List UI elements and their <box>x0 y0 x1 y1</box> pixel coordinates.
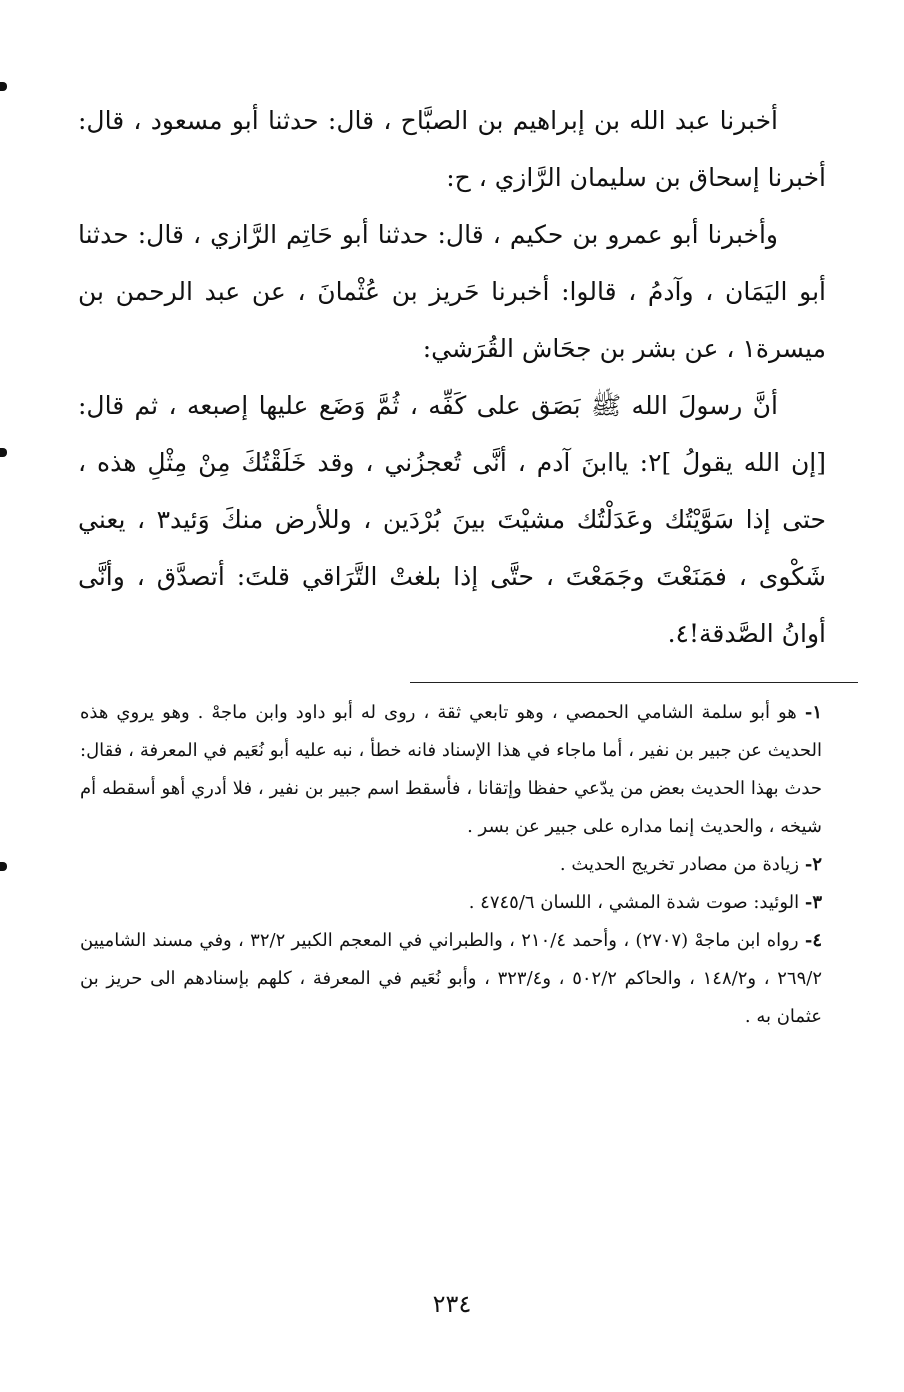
margin-mark <box>0 448 7 457</box>
margin-mark <box>0 862 7 871</box>
footnote-1 <box>80 694 822 846</box>
footnote-number: ١- <box>804 702 822 723</box>
footnote-divider <box>410 682 858 683</box>
page-number: ٢٣٤ <box>432 1290 472 1318</box>
paragraph-hadith: أنَّ رسولَ الله ﷺ بَصَق على كَفِّه ، ثُمَّ وَضَع عليها إصبعه ، ثم قال: [إن الله يقولُ ]٢: ياابنَ آدم ، أنَّى تُعجزُني ، وقد خَلَقْتُكَ مِنْ مِثْلِ هذه ، حتى إذا سَوَّيْتُك وعَدَلْتُك مشيْتَ بينَ بُرْدَين ، وللأرض منكَ وَئيد٣ ، يعني شَكْوى ، فمَنَعْتَ وجَمَعْتَ ، حتَّى إذا بلغتْ التَّرَاقي قلتَ: أتصدَّق ، وأنَّى أوانُ الصَّدقة!٤. <box>78 391 826 648</box>
footnote-text: هو أبو سلمة الشامي الحمصي ، وهو تابعي ثقة ، روى له أبو داود وابن ماجهْ . وهو يروي هذه الحديث عن جبير بن نفير ، أما ماجاء في هذا الإسناد فانه خطأ ، نبه عليه أبو نُعَيم في المعرفة ، فقال: حدث بهذا الحديث بعض من يدّعي حفظا وإتقانا ، فأسقط اسم جبير بن نفير ، فلا أدري أهو أسقطه أم شيخه ، والحديث إنما مداره على جبير عن بسر . <box>80 702 822 837</box>
margin-mark <box>0 82 7 91</box>
footnote-4 <box>80 922 822 1036</box>
footnote-number: ٣- <box>804 892 822 913</box>
footnote-text: رواه ابن ماجهْ (٢٧٠٧) ، وأحمد ٢١٠/٤ ، والطبراني في المعجم الكبير ٣٢/٢ ، وفي مسند الشاميين ٢٦٩/٢ ، و١٤٨/٢ ، والحاكم ٥٠٢/٢ ، و٣٢٣/٤ ، وأبو نُعَيم في المعرفة ، كلهم بإسنادهم الى حريز بن عثمان به . <box>80 930 822 1027</box>
paragraph-isnad-2: وأخبرنا أبو عمرو بن حكيم ، قال: حدثنا أبو حَاتِم الرَّازي ، قال: حدثنا أبو اليَمَان ، وآدمُ ، قالوا: أخبرنا حَريز بن عُثْمانَ ، عن عبد الرحمن بن ميسرة١ ، عن بشر بن جحَاش القُرَشي: <box>78 220 826 363</box>
footnote-number: ٢- <box>804 854 822 875</box>
paragraph-isnad-1: أخبرنا عبد الله بن إبراهيم بن الصبَّاح ، قال: حدثنا أبو مسعود ، قال: أخبرنا إسحاق بن سليمان الرَّازي ، ح: <box>78 106 826 192</box>
footnote-number: ٤- <box>804 930 822 951</box>
footnotes <box>80 694 822 1036</box>
footnote-3 <box>80 884 822 922</box>
main-text <box>78 92 826 662</box>
footnote-text: الوئيد: صوت شدة المشي ، اللسان ٤٧٤٥/٦ . <box>468 892 800 913</box>
footnote-text: زيادة من مصادر تخريج الحديث . <box>559 854 800 875</box>
footnote-2 <box>80 846 822 884</box>
